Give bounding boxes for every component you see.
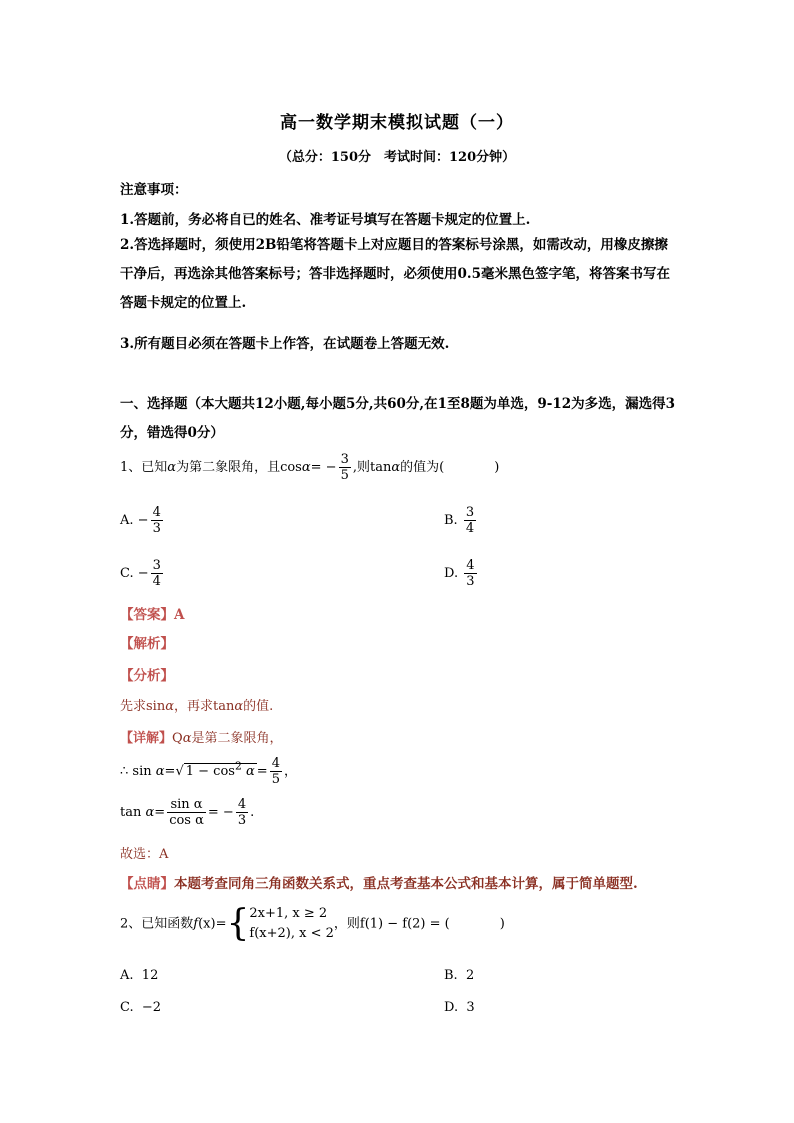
option-label: A. — [120, 513, 134, 528]
alpha-symbol: α — [301, 460, 311, 475]
notice-item-1: 1.答题前，务必将自已的姓名、准考证号填写在答题卡规定的位置上. — [120, 212, 531, 228]
option-sign: − — [137, 513, 149, 528]
section-1-heading: 一、选择题（本大题共12小题,每小题5分,共60分,在1至8题为单选，9-12为多选，漏选得3分，错选得0分） — [120, 396, 676, 441]
frac-den: 4 — [152, 574, 161, 589]
sqrt-symbol: √ — [175, 764, 184, 779]
q1-frac-num: 3 — [340, 452, 349, 467]
frac-den: 4 — [465, 521, 475, 536]
dianjing-text: 本题考查同角三角函数关系式，重点考查基本公式和基本计算，属于简单题型. — [174, 876, 638, 892]
dianjing-tag: 【点睛】 — [120, 876, 174, 892]
q1-option-d — [444, 558, 479, 589]
sqrt-content — [184, 759, 257, 779]
frac-num: 4 — [237, 797, 247, 812]
option-fraction — [464, 558, 476, 589]
frac-num: sin α — [170, 797, 203, 812]
frac-den: 3 — [466, 574, 475, 589]
case-2: f(x+2), x < 2 — [249, 926, 334, 941]
answer-value: A — [174, 607, 185, 623]
notice-item-2: 2.答选择题时，须使用2B铅笔将答题卡上对应题目的答案标号涂黑，如需改动，用橡皮擦擦干净后，再选涂其他答案标号；答非选择题时，必须使用0.5毫米黑色签字笔，将答案书写在答题卡规定的位置上. — [120, 237, 670, 311]
q2-expr: f(1) − f(2) = ( — [359, 916, 450, 932]
exam-subtitle: （总分：150分 考试时间：120分钟） — [278, 150, 516, 165]
step-end: ， — [283, 764, 297, 779]
frac-den: 3 — [237, 813, 247, 828]
alpha-symbol: α — [234, 699, 244, 714]
q1-eq: = − — [310, 460, 337, 475]
alpha-symbol: α — [182, 731, 192, 746]
q2-mid: ，则 — [333, 916, 360, 932]
eq-sign: = — [215, 916, 227, 932]
q2-close: ) — [499, 916, 505, 932]
option-label: D. — [444, 1000, 459, 1015]
option-value: 2 — [465, 968, 475, 983]
q2-option-d — [444, 1000, 475, 1015]
option-value: 12 — [141, 968, 159, 983]
answer-line — [120, 603, 184, 623]
q1-close: ) — [494, 460, 500, 475]
option-label: C. — [120, 566, 134, 581]
step1-fraction — [270, 756, 282, 787]
eq-sign: = — [256, 764, 268, 779]
detail-q: Q — [172, 731, 183, 746]
step2-result-fraction — [236, 797, 248, 828]
case-1: 2x+1, x ≥ 2 — [249, 906, 328, 921]
tan-fn: tan — [120, 805, 142, 820]
tan-fn: tan — [213, 699, 235, 714]
square-exponent: 2 — [234, 759, 242, 773]
therefore-symbol: ∴ — [120, 764, 129, 779]
option-sign: − — [137, 566, 149, 581]
q2-option-c — [120, 1000, 161, 1015]
step-2 — [120, 797, 254, 828]
func-arg: (x) — [198, 916, 216, 932]
option-label: A. — [120, 968, 134, 983]
step2-fraction — [167, 797, 206, 828]
frac-num: 4 — [152, 505, 161, 520]
option-fraction — [151, 505, 163, 536]
option-fraction — [464, 505, 476, 536]
func-f: f — [193, 916, 199, 932]
q1-option-a — [120, 505, 165, 536]
option-value: 3 — [466, 1000, 475, 1015]
left-brace: { — [226, 903, 250, 944]
q1-option-b — [444, 505, 478, 536]
alpha-symbol: α — [165, 699, 174, 714]
question-2 — [120, 904, 505, 944]
sin-fn: sin — [132, 764, 152, 779]
page-title: 高一数学期末模拟试题（一） — [280, 113, 514, 133]
cos-fn: cos — [280, 460, 302, 475]
alpha-symbol: α — [246, 764, 255, 779]
q1-fraction — [339, 452, 351, 483]
tan-fn: tan — [369, 460, 392, 475]
frac-den: cos α — [169, 813, 204, 828]
eq-sign: = − — [207, 805, 234, 820]
option-value: −2 — [141, 1000, 162, 1015]
piecewise-cases — [249, 904, 333, 944]
q1-frac-den: 5 — [340, 468, 349, 483]
option-label: B. — [444, 513, 458, 528]
question-1 — [120, 452, 499, 483]
eq-sign: = — [164, 764, 176, 779]
q2-prefix: 2、已知函数 — [120, 916, 194, 932]
option-label: B. — [444, 968, 458, 983]
frac-num: 3 — [152, 558, 161, 573]
fenxi-part: 的值. — [243, 699, 274, 714]
frac-den: 5 — [271, 772, 280, 787]
q2-option-a — [120, 968, 158, 983]
q1-text: 为第二象限角，且 — [176, 460, 281, 475]
notice-item-3: 3.所有题目必须在答题卡上作答，在试题卷上答题无效. — [120, 336, 450, 352]
root-text: 1 − cos — [185, 764, 235, 779]
option-fraction — [151, 558, 163, 589]
option-label: C. — [120, 1000, 134, 1015]
dianjing-line — [120, 872, 638, 892]
q1-prefix: 1、已知 — [120, 460, 168, 475]
q2-option-b — [444, 968, 474, 983]
fenxi-part: ，再求 — [174, 699, 214, 714]
frac-num: 4 — [466, 558, 475, 573]
alpha-symbol: α — [167, 460, 177, 475]
option-label: D. — [444, 566, 459, 581]
notice-heading: 注意事项： — [120, 182, 188, 198]
alpha-symbol: α — [145, 805, 155, 820]
q1-option-c — [120, 558, 165, 589]
step-1 — [120, 756, 297, 787]
analysis-tag: 【解析】 — [120, 636, 174, 652]
detail-tag: 【详解】 — [120, 731, 173, 746]
answer-tag: 【答案】 — [120, 607, 174, 623]
detail-text: 是第二象限角， — [191, 731, 283, 746]
step-end: . — [250, 805, 255, 820]
frac-den: 3 — [152, 521, 161, 536]
q1-text-2: ,则 — [352, 460, 370, 475]
alpha-symbol: α — [391, 460, 401, 475]
detail-line — [120, 727, 282, 746]
fenxi-tag: 【分析】 — [120, 668, 174, 684]
fenxi-part: 先求 — [120, 699, 147, 714]
alpha-symbol: α — [155, 764, 165, 779]
frac-num: 4 — [271, 756, 280, 771]
choose-answer: 故选：A — [120, 847, 169, 862]
q1-suffix: 的值为( — [400, 460, 445, 475]
frac-num: 3 — [465, 505, 475, 520]
sin-fn: sin — [146, 699, 166, 714]
fenxi-text — [120, 695, 273, 714]
eq-sign: = — [154, 805, 166, 820]
